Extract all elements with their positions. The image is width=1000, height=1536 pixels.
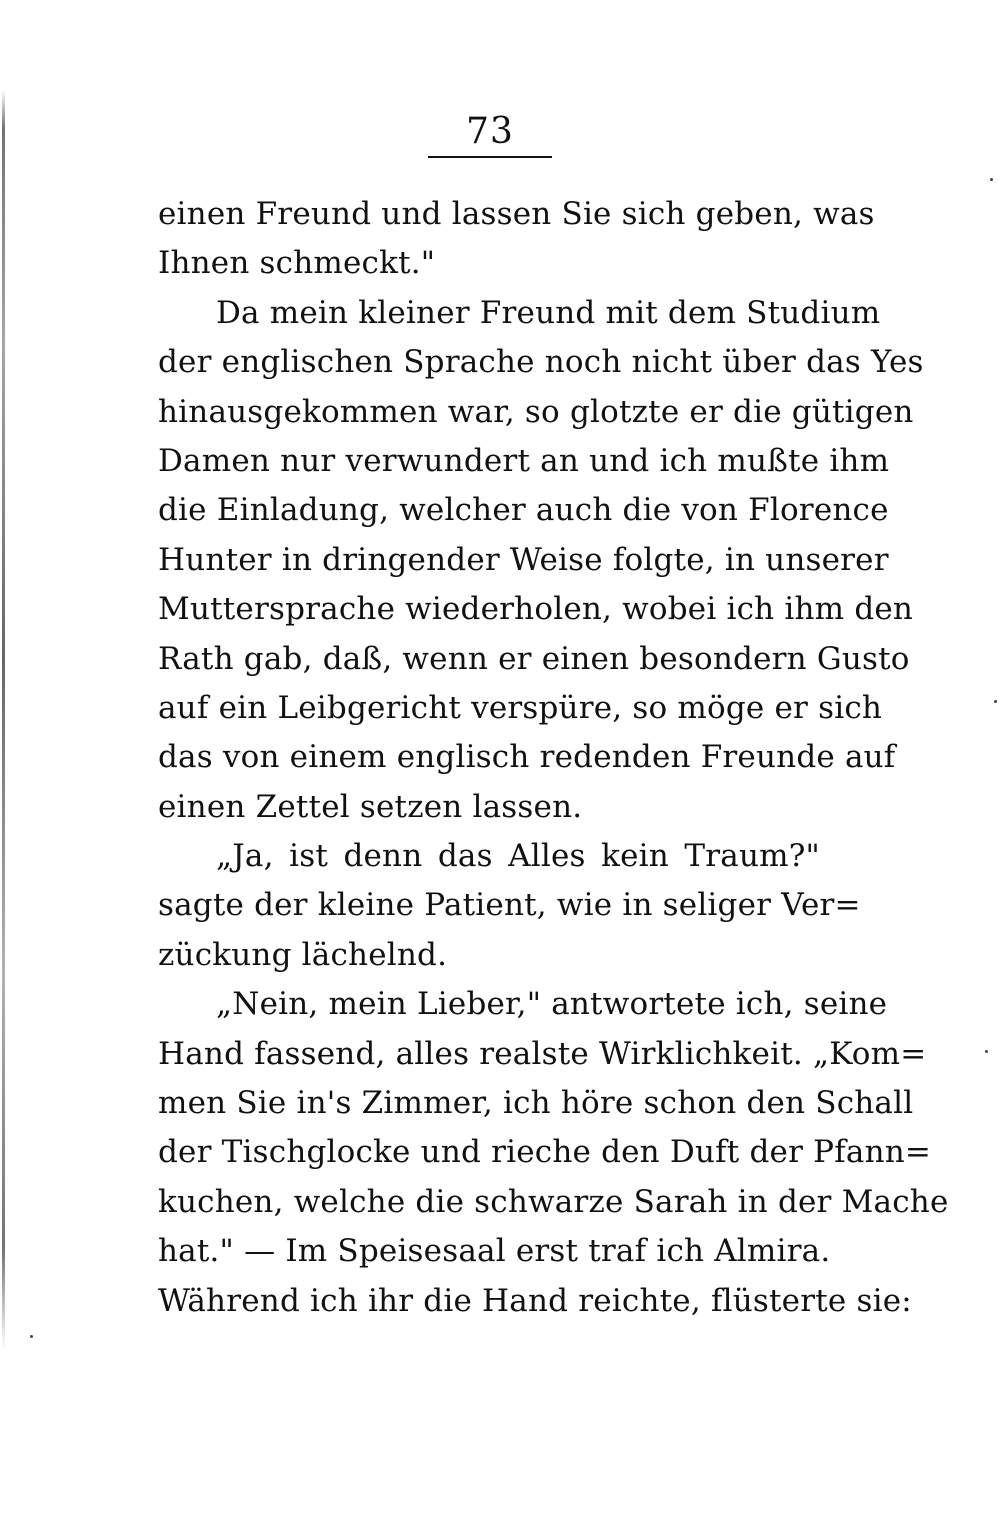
text-line: auf ein Leibgericht verspüre, so möge er sich xyxy=(158,689,883,726)
page-number: 73 xyxy=(466,111,514,152)
text-line: Ihnen schmeckt." xyxy=(158,245,436,282)
text-line: Rath gab, daß, wenn er einen besondern Gusto xyxy=(158,640,910,677)
text-line: „Nein, mein Lieber," antwortete ich, seine xyxy=(216,986,888,1023)
text-line: das von einem englisch redenden Freunde auf xyxy=(158,739,896,776)
text-line: sagte der kleine Patient, wie in seliger Ver= xyxy=(158,887,861,924)
text-line: hat." — Im Speisesaal erst traf ich Almira. xyxy=(158,1233,831,1270)
text-line: kuchen, welche die schwarze Sarah in der Mache xyxy=(158,1183,949,1220)
text-line: men Sie in's Zimmer, ich höre schon den Schall xyxy=(158,1085,914,1122)
paper-speck xyxy=(994,700,997,703)
text-line: Hand fassend, alles realste Wirklichkeit. „Kom= xyxy=(158,1035,927,1072)
text-line: Da mein kleiner Freund mit dem Studium xyxy=(216,294,881,331)
text-line: zückung lächelnd. xyxy=(158,936,448,973)
text-line: der englischen Sprache noch nicht über das Yes xyxy=(158,344,924,381)
text-line: Während ich ihr die Hand reichte, flüsterte sie: xyxy=(158,1282,912,1319)
text-line: die Einladung, welcher auch die von Florence xyxy=(158,492,889,529)
page-number-rule xyxy=(428,156,552,158)
body-text xyxy=(158,190,949,1326)
text-line: Muttersprache wiederholen, wobei ich ihm den xyxy=(158,591,914,628)
paper-speck xyxy=(985,1050,988,1053)
text-line: hinausgekommen war, so glotzte er die gütigen xyxy=(158,393,914,430)
paper-speck xyxy=(30,1335,33,1338)
page-edge-shadow xyxy=(2,90,5,1350)
text-line: einen Zettel setzen lassen. xyxy=(158,788,583,825)
text-line: Damen nur verwundert an und ich mußte ihm xyxy=(158,442,890,479)
text-line: der Tischglocke und rieche den Duft der Pfann= xyxy=(158,1134,932,1171)
text-line: einen Freund und lassen Sie sich geben, was xyxy=(158,196,875,232)
paper-speck xyxy=(990,178,993,181)
text-line: Hunter in dringender Weise folgte, in unserer xyxy=(158,541,889,578)
text-line: „Ja, ist denn das Alles kein Traum?" xyxy=(216,838,820,875)
